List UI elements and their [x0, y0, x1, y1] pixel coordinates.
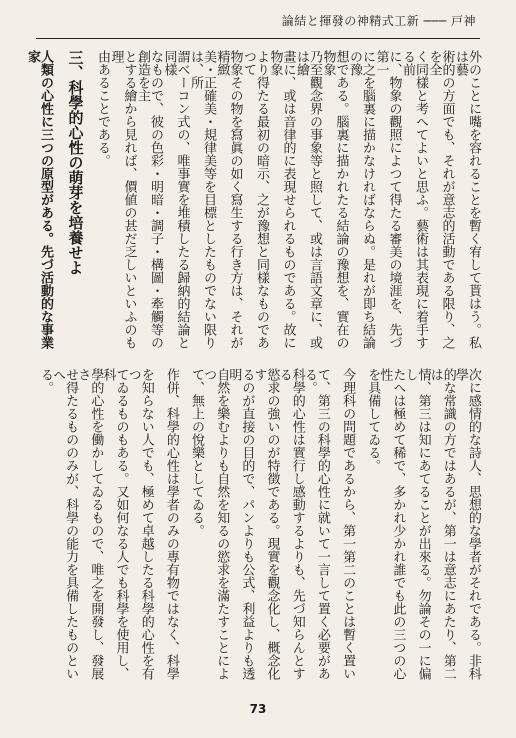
text-column: 由あることである。 [95, 50, 110, 167]
text-column: 自然を樂むよりも自然を知るの慾求を滿たすことによつ [201, 368, 230, 680]
text-column: てゐるものもある。又如何なる人でも科學を使用し、科 [100, 368, 129, 680]
text-column: る。 [38, 368, 53, 394]
text-column: 術的の方面でも、それが意志的活動である限り、之を全 [426, 50, 455, 349]
page-number: 73 [249, 702, 267, 716]
text-column: せ得たるもののみが、科學の能力を具備したものといへ [50, 368, 79, 680]
text-column: るのが直接の目的で、パンよりも公式、利益よりも透明 [226, 368, 255, 680]
text-column: 謂ベーコン式の、唯事實を堆積したる歸納的結論と同樣 [161, 50, 190, 349]
text-column: 作併、科學的心性は學者のみの專有物ではなく、科學 [163, 368, 179, 680]
text-column: て、無上の悅樂としてゐる。 [189, 368, 205, 537]
text-column: とする繪から見れば、價値の甚だ乏しいといふのも理 [108, 50, 137, 349]
text-column: より得たる最初の暗示、之が豫想と同樣なものであつて [241, 50, 269, 349]
text-column: に之を腦裏に描かなければならぬ。是れが即ち結論の豫 [347, 50, 375, 349]
text-column: 學的心性を働かしてゐるもので、唯之を開發し、發展さ [75, 368, 104, 680]
text-column: を知らない人でも、極めて卓越したる科學的心性を有つ [125, 368, 154, 680]
text-column: たへは極めて稀で、多かれ少かれ誰でも此の三つの心性 [377, 368, 406, 680]
upper-text-block [25, 50, 481, 350]
text-column: に、物象の觀照によつて得たる審美の境涯を、先づ第一 [373, 50, 402, 349]
text-column: く同樣と考へてよいと思ふ。藝術は其表現に着手する前 [400, 50, 428, 349]
text-column: 外のことに嘴を容れることを暫く宥して貰はう。私は藝 [453, 50, 481, 349]
section-heading: 三、科學的心性の萌芽を培養せよ [66, 50, 85, 275]
text-column: 想である。腦裏に描かれたる結論の豫想を、實在の物象 [320, 50, 349, 349]
text-column: 今理科の問題であるから、第一第二のことは暫く置い [340, 368, 356, 680]
text-column: 乃至觀念界の事象等と照して、或は言語文章に、或は繪 [294, 50, 322, 349]
text-column: を具備してゐる。 [365, 368, 381, 472]
text-column: 次に感情的な詩人、思想的な學者がそれである。非科學 [452, 368, 481, 680]
text-column: て、第三の科學的心性に就いて一言して置く必要がある。 [301, 368, 330, 680]
header-rule [36, 38, 480, 39]
text-column: 科學的心性は實行し感動するよりも、先づ知らんとする [276, 368, 305, 680]
text-column: 美・正確美・規律美等を目標としたものでない限りは、所 [188, 50, 216, 349]
text-column: 慾求の強いのが特徴である。現實を觀念化し、概念化す [251, 368, 280, 680]
text-column: 的な常識の方ではあるが、第一は意志にあたり、第二は [427, 368, 456, 680]
text-column: なもので、彼の色彩・明暗・調子・構圖・牽觸等の創造を主 [135, 50, 163, 349]
text-column: 情、第三は知にあてることが出來る。勿論その一に偏し [402, 368, 431, 680]
running-head: 論結と揮發の神精式工新 ─── 戸神 [281, 13, 476, 28]
text-column: 人類の心性に三つの原型がある。先づ活動的な事業家 [25, 50, 53, 349]
text-column: 物象その物を寫眞の如く寫生する行き方は、それが精緻 [214, 50, 243, 349]
text-column: 畫に、或は音律的に表現せられるものである。故に物象 [267, 50, 296, 349]
lower-text-block [36, 368, 480, 690]
